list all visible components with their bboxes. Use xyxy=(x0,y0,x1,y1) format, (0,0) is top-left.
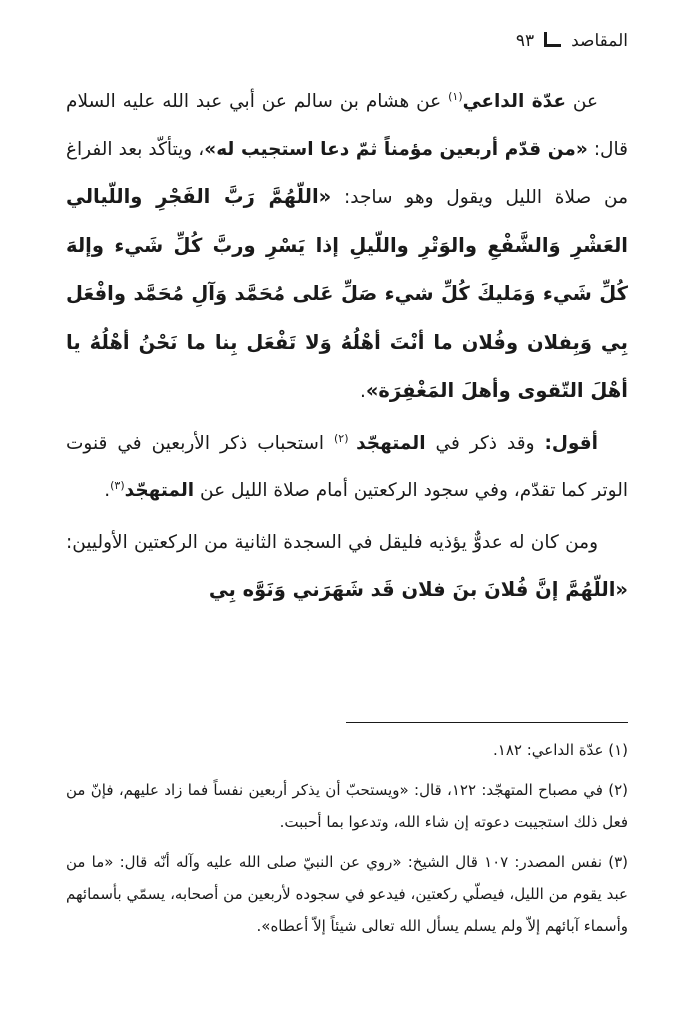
source-title: المتهجّد xyxy=(356,432,426,454)
footnote-2: (٢) في مصباح المتهجّد: ١٢٢، قال: «ويستحبّ أن يذكر أربعين نفساً فما زاد عليهم، فإنّ من فعل ذلك استجيبت دعوته إن شاء الله، وتدعوا بما أحببت. xyxy=(66,781,628,831)
footnotes xyxy=(66,734,628,942)
source-title: المتهجّد xyxy=(124,480,195,501)
footnote-1: (١) عدّة الداعي: ١٨٢. xyxy=(493,741,628,759)
footnote-ref-2: (٢) xyxy=(333,431,357,445)
book-page xyxy=(66,0,628,1030)
paragraph-comment: أقول: وقد ذكر في المتهجّد $^{(٢)}$ استحباب ذكر الأربعين في قنوت الوتر كما تقدّم، وفي سجود الركعتين أمام صلاة الليل عن المتهجّد$^{(٣)}$. xyxy=(66,431,628,501)
footnote-separator xyxy=(346,722,628,723)
page-number: ٩٣ xyxy=(515,31,535,51)
author-remark-label: أقول: xyxy=(544,432,598,454)
running-head-ornament xyxy=(544,32,561,47)
source-title: عدّة الداعي xyxy=(462,91,566,112)
supplication-text: «اللّهُمَّ إنَّ فُلانَ بنَ فلان قَد شَهَرَني وَنَوَّه بِي xyxy=(208,578,628,601)
hadith-quote: «من قدّم أربعين مؤمناً ثمّ دعا استجيب له» xyxy=(204,138,588,160)
running-head-title: المقاصد xyxy=(571,31,628,51)
supplication-text: «اللّهُمَّ رَبَّ الفَجْرِ واللّيالي العَشْرِ وَالشَّفْعِ والوَتْرِ واللّيلِ إذا يَسْرِ وربَّ كُلِّ شَيء وإلهَ كُلِّ شَيء وَمَليكَ كُلِّ شيء صَلِّ عَلى مُحَمَّد وَآلِ مُحَمَّد وافْعَل بِي وَبِفلان وفُلان ما أنْتَ أهْلُهُ وَلا تَفْعَل بِنا ما نَحْنُ أهْلُهُ يا أهْلَ التّقوى وأهلَ المَغْفِرَة» xyxy=(66,185,628,402)
paragraph-hadith: عن عدّة الداعي$^{(١)}$ عن هشام بن سالم عن أبي عبد الله عليه السلام قال: «من قدّم أربعين مؤمناً ثمّ دعا استجيب له»، ويتأكّد بعد الفراغ من صلاة الليل ويقول وهو ساجد: «اللّهُمَّ رَبَّ الفَجْرِ واللّيالي العَشْرِ وَالشَّفْعِ والوَتْرِ واللّيلِ إذا يَسْرِ وربَّ كُلِّ شَيء وإلهَ كُلِّ شَيء وَمَليكَ كُلِّ شيء صَلِّ عَلى مُحَمَّد وَآلِ مُحَمَّد وافْعَل بِي وَبِفلان وفُلان ما أنْتَ أهْلُهُ وَلا تَفْعَل بِنا ما نَحْنُ أهْلُهُ يا أهْلَ التّقوى وأهلَ المَغْفِرَة». xyxy=(66,89,628,402)
footnote-ref-3: (٣) xyxy=(110,478,125,492)
running-head xyxy=(516,26,628,56)
footnote-3: (٣) نفس المصدر: ١٠٧ قال الشيخ: «روي عن النبيّ صلى الله عليه وآله أنّه قال: «ما من عبد يقوم من الليل، فيصلّي ركعتين، فيدعو في سجوده لأربعين من أصحابه، يسمّي بأسمائهم وأسماء آبائهم إلاّ ولم يسلم يسأل الله تعالى شيئاً إلاّ أعطاه». xyxy=(66,853,628,935)
footnote-ref-1: (١) xyxy=(448,89,463,103)
paragraph-enemy: ومن كان له عدوٌّ يؤذيه فليقل في السجدة الثانية من الركعتين الأوليين: «اللّهُمَّ إنَّ فُلانَ بنَ فلان قَد شَهَرَني وَنَوَّه بِي xyxy=(66,531,628,601)
main-text xyxy=(66,78,628,615)
